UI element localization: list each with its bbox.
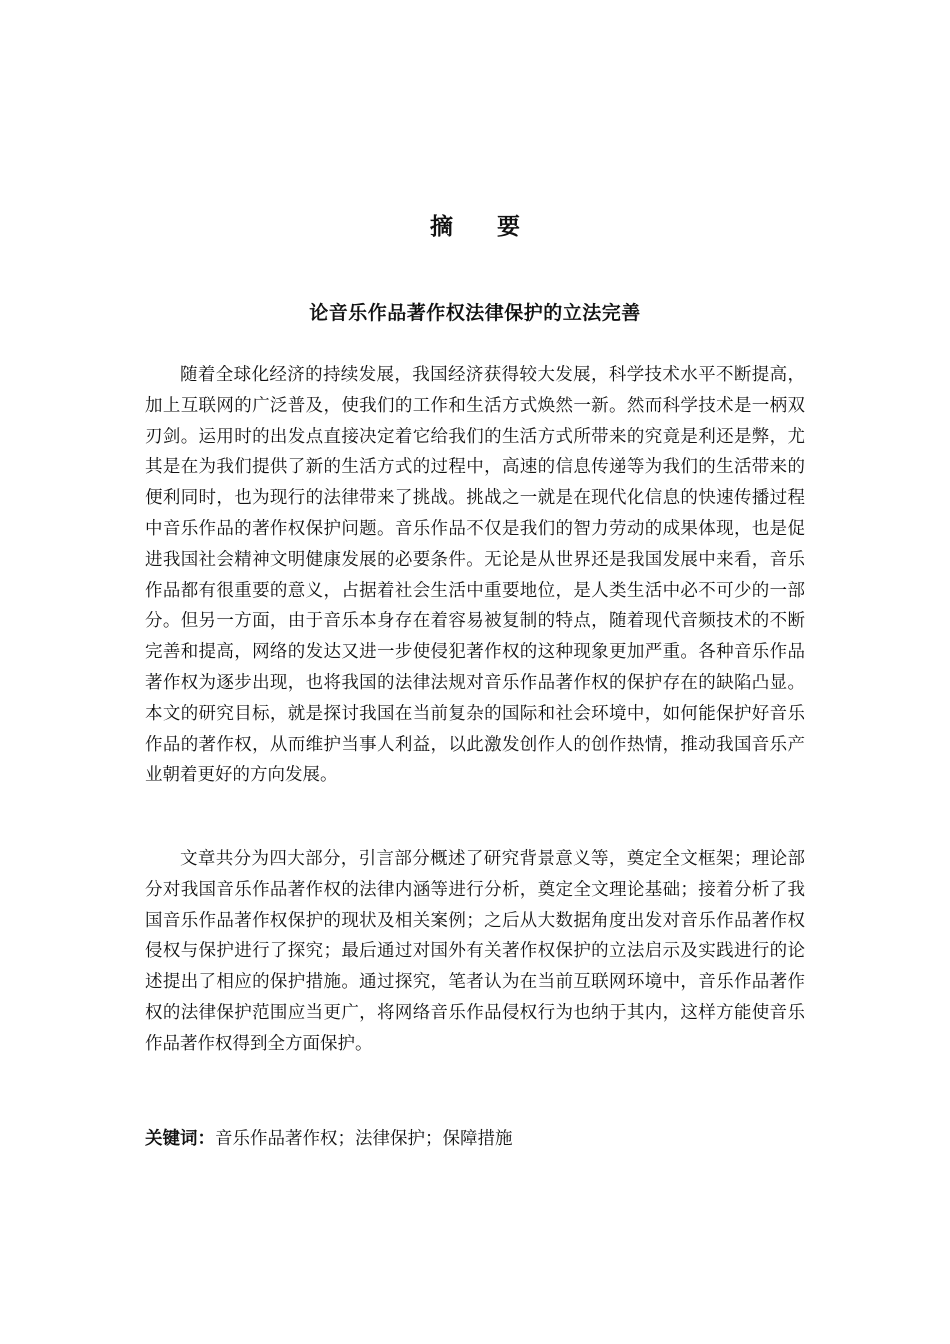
- keywords-line: [145, 1124, 805, 1154]
- abstract-heading: 摘要: [430, 214, 564, 240]
- abstract-paragraph-1: 随着全球化经济的持续发展，我国经济获得较大发展，科学技术水平不断提高，加上互联网的广泛普及，使我们的工作和生活方式焕然一新。然而科学技术是一柄双刃剑。运用时的出发点直接决定着它给我们的生活方式所带来的究竟是利还是弊，尤其是在为我们提供了新的生活方式的过程中，高速的信息传递等为我们的生活带来的便利同时，也为现行的法律带来了挑战。挑战之一就是在现代化信息的快速传播过程中音乐作品的著作权保护问题。音乐作品不仅是我们的智力劳动的成果体现，也是促进我国社会精神文明健康发展的必要条件。无论是从世界还是我国发展中来看，音乐作品都有很重要的意义，占据着社会生活中重要地位，是人类生活中必不可少的一部分。但另一方面，由于音乐本身存在着容易被复制的特点，随着现代音频技术的不断完善和提高，网络的发达又进一步使侵犯著作权的这种现象更加严重。各种音乐作品著作权为逐步出现，也将我国的法律法规对音乐作品著作权的保护存在的缺陷凸显。本文的研究目标，就是探讨我国在当前复杂的国际和社会环境中，如何能保护好音乐作品的著作权，从而维护当事人利益，以此激发创作人的创作热情，推动我国音乐产业朝着更好的方向发展。: [145, 365, 805, 786]
- keywords-value: 音乐作品著作权；法律保护；保障措施: [215, 1129, 513, 1149]
- keywords-label: 关键词：: [145, 1129, 215, 1149]
- abstract-paragraph-2: 文章共分为四大部分，引言部分概述了研究背景意义等，奠定全文框架；理论部分对我国音乐作品著作权的法律内涵等进行分析，奠定全文理论基础；接着分析了我国音乐作品著作权保护的现状及相关案例；之后从大数据角度出发对音乐作品著作权侵权与保护进行了探究；最后通过对国外有关著作权保护的立法启示及实践进行的论述提出了相应的保护措施。通过探究，笔者认为在当前互联网环境中，音乐作品著作权的法律保护范围应当更广，将网络音乐作品侵权行为也纳于其内，这样方能使音乐作品著作权得到全方面保护。: [145, 849, 805, 1054]
- paper-title: 论音乐作品著作权法律保护的立法完善: [309, 302, 641, 324]
